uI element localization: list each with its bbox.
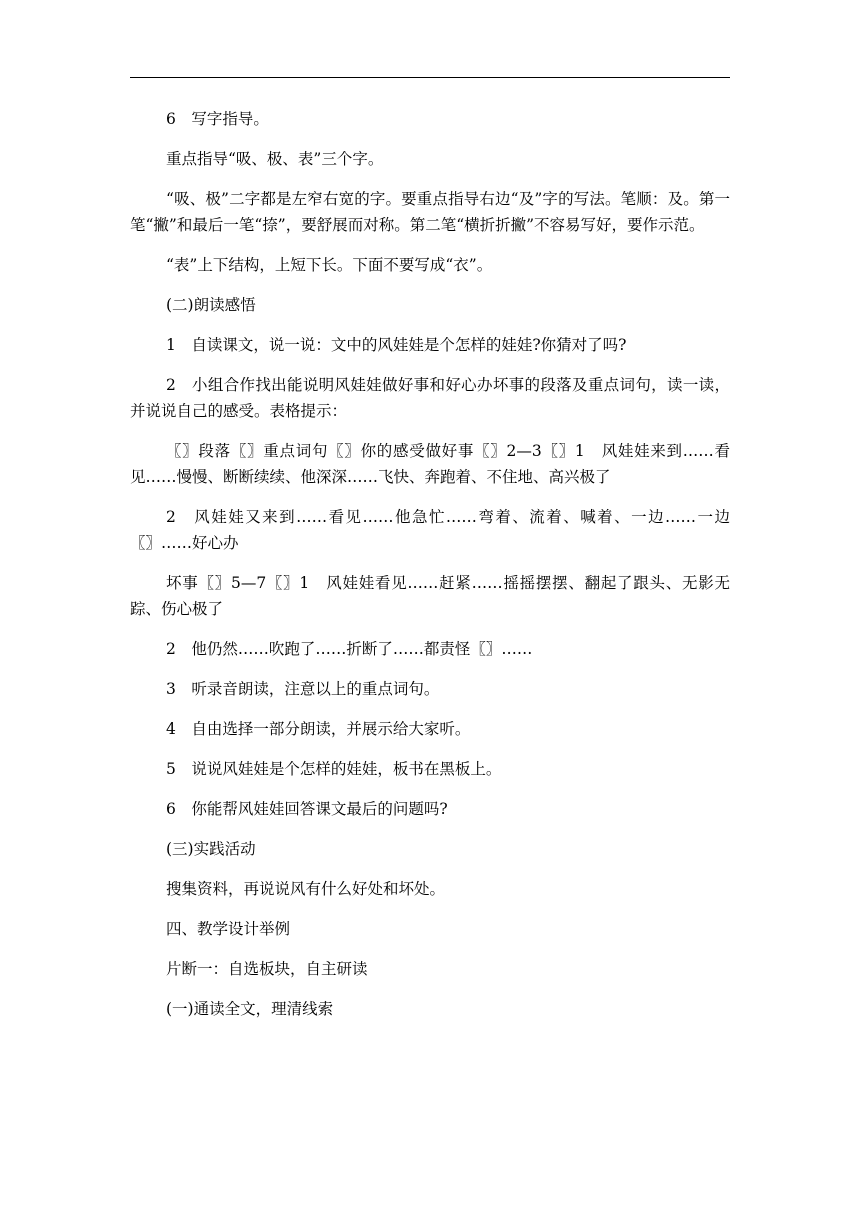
- paragraph-table-hint-3: 坏事〖〗5—7〖〗1 风娃娃看见……赶紧……摇摇摆摆、翻起了跟头、无影无踪、伤心极了: [130, 574, 730, 618]
- paragraph-step-3: 3 听录音朗读，注意以上的重点词句。: [166, 680, 440, 698]
- section-heading-reading: (二)朗读感悟: [166, 296, 256, 314]
- section-heading-read-through: (一)通读全文，理清线索: [166, 1000, 334, 1018]
- paragraph-table-hint-4: 2 他仍然……吹跑了……折断了……都责怪〖〗……: [166, 640, 533, 658]
- header-rule: [130, 77, 730, 78]
- paragraph-key-characters: 重点指导“吸、极、表”三个字。: [166, 150, 384, 168]
- section-heading-design-examples: 四、教学设计举例: [166, 920, 291, 938]
- paragraph-step-4: 4 自由选择一部分朗读，并展示给大家听。: [166, 720, 471, 738]
- paragraph-practice-task: 搜集资料，再说说风有什么好处和坏处。: [166, 880, 446, 898]
- paragraph-biao-guidance: “表”上下结构，上短下长。下面不要写成“衣”。: [166, 256, 493, 274]
- paragraph-table-hint-1: 〖〗段落〖〗重点词句〖〗你的感受做好事〖〗2—3〖〗1 风娃娃来到……看见……慢慢、断断续续、他深深……飞快、奔跑着、不住地、高兴极了: [130, 442, 730, 486]
- section-heading-practice: (三)实践活动: [166, 840, 256, 858]
- paragraph-xi-ji-guidance: “吸、极”二字都是左窄右宽的字。要重点指导右边“及”字的写法。笔顺：及。第一笔“撇”和最后一笔“捺”，要舒展而对称。第二笔“横折折撇”不容易写好，要作示范。: [130, 190, 730, 234]
- paragraph-step-5: 5 说说风娃娃是个怎样的娃娃，板书在黑板上。: [166, 760, 502, 778]
- paragraph-writing-guidance: 6 写字指导。: [166, 110, 269, 128]
- paragraph-table-hint-2: 2 风娃娃又来到……看见……他急忙……弯着、流着、喊着、一边……一边〖〗……好心办: [130, 508, 730, 552]
- paragraph-step-2: 2 小组合作找出能说明风娃娃做好事和好心办坏事的段落及重点词句，读一读，并说说自己的感受。表格提示：: [130, 376, 730, 420]
- paragraph-step-1: 1 自读课文，说一说：文中的风娃娃是个怎样的娃娃?你猜对了吗?: [166, 336, 627, 354]
- paragraph-step-6: 6 你能帮风娃娃回答课文最后的问题吗?: [166, 800, 448, 818]
- paragraph-fragment-one: 片断一：自选板块，自主研读: [166, 960, 368, 978]
- document-body: [130, 106, 730, 1036]
